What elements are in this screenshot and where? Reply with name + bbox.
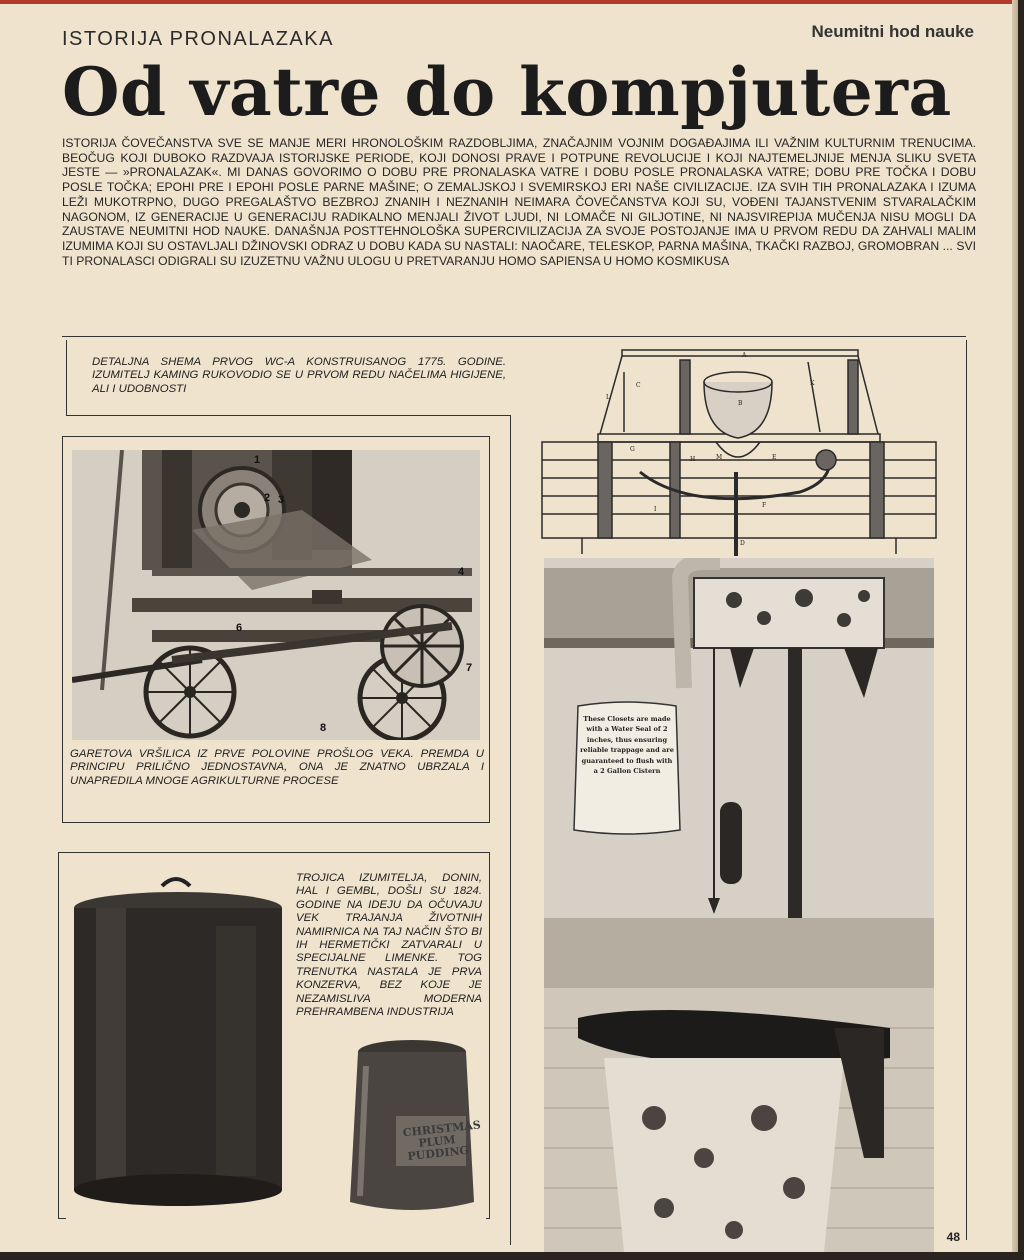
frame-line — [66, 340, 67, 416]
thresher-number: 3 — [278, 494, 285, 506]
frame-line — [489, 852, 490, 1218]
diagram-label: H — [690, 456, 696, 463]
wc-photo — [544, 558, 934, 1252]
frame-line — [58, 852, 490, 853]
frame-line — [66, 415, 510, 416]
wc-schematic-drawing — [540, 342, 938, 556]
victorian-toilet-illustration — [544, 558, 934, 1252]
page-edge — [1012, 0, 1018, 1252]
section-divider — [62, 336, 966, 337]
thresher-illustration — [72, 450, 480, 740]
diagram-label: G — [630, 446, 635, 453]
wc-schematic — [540, 342, 938, 556]
plaque-text: These Closets are made with a Water Seal of 2 inches, thus ensuring reliable trappage and are guaranteed to flush with a 2 Gallon Cistern — [580, 715, 674, 776]
frame-line — [62, 436, 63, 822]
wc-caption: DETALJNA SHEMA PRVOG WC-A KONSTRUISANOG 1775. GODINE. IZUMITELJ KAMING RUKOVODIO SE U PRVOM REDU NAČELIMA HIGIJENE, ALI I UDOBNOSTI — [92, 356, 506, 395]
article-title: Od vatre do kompjutera — [62, 53, 952, 131]
diagram-label: A — [742, 352, 747, 359]
diagram-label: K — [810, 380, 815, 387]
thresher-number: 7 — [466, 662, 473, 674]
top-color-rule — [0, 0, 1018, 4]
thresher-number: 4 — [458, 566, 465, 578]
cans-caption: TROJICA IZUMITELJA, DONIN, HAL I GEMBL, DOŠLI SU 1824. GODINE NA IDEJU DA OČUVAJU VEK TRAJANJA ŽIVOTNIH NAMIRNICA NA TAJ NAČIN ŠTO BI IH HERMETIČKI ZATVARALI U SPECIJALNE LIMENKE. TOG TRENUTKA NASTALA JE PRVA KONZERVA, BEZ KOJE JE NEZAMISLIVA MODERNA PREHRAMBENA INDUSTRIJA — [296, 872, 482, 1019]
intro-paragraph: ISTORIJA ČOVEČANSTVA SVE SE MANJE MERI HRONOLOŠKIM RAZDOBLJIMA, ZNAČAJNIM VOJNIM DOGAĐAJIMA ILI VAŽNIM KULTURNIM TRENUCIMA. BEOČUG KOJI DUBOKO RAZDVAJA ISTORIJSKE PERIODE, KOJI DONOSI PRAVE I POTPUNE REVOLUCIJE I KOJI NAJTEMELJNIJE MENJA SLIKU SVETA JESTE — »PRONALAZAK«. MI DANAS GOVORIMO O DOBU PRE PRONALASKA VATRE I DOBU POSLE PRONALASKA VATRE; DOBU PRE TOČKA I DOBU POSLE TOČKA; EPOHI PRE I EPOHI POSLE PARNE MAŠINE; O ZEMALJSKOJ I SVEMIRSKOJ ERI NAŠE CIVILIZACIJE. IZA SVIH TIH PRONALAZAKA I IZUMA LEŽI MUKOTRPNO, DUGO PREGALAŠTVO BEZBROJ ZNANIH I NEZNANIH NEIMARA ČOVEČANSTVA KOJI SU, VOĐENI TAJANSTVENIM STVARALAČKIM NAGONOM, IZ GENERACIJE U GENERACIJU RADIKALNO MENJALI ŽIVOT LJUDI, NI LOMAČE NI GILJOTINE, NI NAJSVIREPIJA MUČENJA NISU MOGLI DA ZAUSTAVE NEUMITNI HOD NAUKE. DANAŠNJA POSTTEHNOLOŠKA SUPERCIVILIZACIJA ZA SVOJE POSTOJANJE IMA U PRVOM REDU DA ZAHVALI MALIM IZUMIMA KOJI SU OSTAVLJALI DŽINOVSKI ODRAZ U DOBU KADA SU NASTALI: NAOČARE, TELESKOP, PARNA MAŠINA, TKAČKI RAZBOJ, GROMOBRAN ... SVI TI PRONALASCI ODIGRALI SU IZUZETNU VAŽNU ULOGU U PRETVARANJU HOMO SAPIENSA U HOMO KOSMIKUSA — [62, 136, 976, 268]
thresher-number: 1 — [254, 454, 261, 466]
section-label: ISTORIJA PRONALAZAKA — [62, 28, 334, 50]
thresher-number: 6 — [236, 622, 243, 634]
page-number: 48 — [946, 1230, 960, 1244]
diagram-label: D — [740, 540, 745, 547]
diagram-label: E — [772, 454, 777, 461]
thresher-photo — [72, 450, 480, 740]
frame-line — [62, 822, 490, 823]
diagram-label: L — [606, 394, 610, 401]
diagram-label: I — [654, 506, 657, 513]
wc-plaque — [570, 700, 684, 838]
diagram-label: C — [636, 382, 641, 389]
running-head: Neumitni hod nauke — [811, 22, 974, 41]
frame-line — [966, 340, 967, 1240]
can-label: CHRISTMAS PLUM PUDDING — [402, 1118, 482, 1164]
diagram-label: B — [738, 400, 743, 407]
thresher-number: 2 — [264, 492, 271, 504]
frame-line — [62, 436, 490, 437]
diagram-label: F — [762, 502, 767, 509]
frame-line — [58, 852, 59, 1218]
thresher-caption: GARETOVA VRŠILICA IZ PRVE POLOVINE PROŠLOG VEKA. PREMDA U PRINCIPU PRILIČNO JEDNOSTAVNA, ONA JE ZNATNO UBRZALA I UNAPREDILA MNOGE AGRIKULTURNE PROCESE — [70, 748, 484, 787]
frame-line — [489, 436, 490, 822]
diagram-label: M — [716, 454, 723, 461]
thresher-number: 8 — [320, 722, 327, 734]
frame-line — [510, 415, 511, 1245]
